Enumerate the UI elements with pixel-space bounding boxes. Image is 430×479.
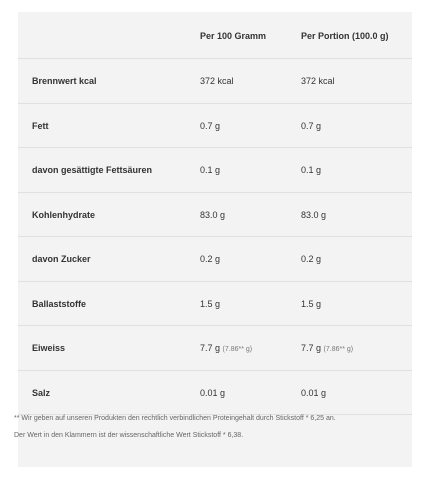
row-label: Fett bbox=[32, 121, 49, 131]
footnote-line-2: Der Wert in den Klammern ist der wissenschaftliche Wert Stickstoff * 6,38. bbox=[14, 432, 244, 439]
protein-note-per-portion: (7.86** g) bbox=[323, 346, 354, 353]
row-value-per-portion bbox=[301, 342, 353, 356]
row-value-per-portion: 0.01 g bbox=[301, 388, 327, 398]
footnote-line-1: ** Wir geben auf unseren Produkten den rechtlich verbindlichen Proteingehalt durch Stickstoff * 6,25 an. bbox=[14, 415, 336, 422]
row-value-per-100: 0.2 g bbox=[200, 254, 221, 264]
row-label: Ballaststoffe bbox=[32, 299, 87, 309]
protein-note-per-100: (7.86** g) bbox=[222, 346, 253, 353]
table-header-row bbox=[18, 12, 412, 59]
row-value-per-100: 83.0 g bbox=[200, 210, 226, 220]
row-label: davon gesättigte Fettsäuren bbox=[32, 165, 153, 175]
footnote bbox=[14, 413, 384, 441]
table-row bbox=[18, 326, 412, 371]
value-per-100: 7.7 g bbox=[200, 343, 221, 353]
table-row bbox=[18, 237, 412, 282]
row-value-per-portion: 0.7 g bbox=[301, 121, 322, 131]
row-label: Kohlenhydrate bbox=[32, 210, 96, 220]
table-row bbox=[18, 193, 412, 237]
row-value-per-portion: 0.2 g bbox=[301, 254, 322, 264]
row-value-per-100 bbox=[200, 342, 252, 356]
header-per-100: Per 100 Gramm bbox=[200, 31, 267, 41]
row-value-per-100: 0.7 g bbox=[200, 121, 221, 131]
table-row bbox=[18, 282, 412, 326]
row-value-per-portion: 0.1 g bbox=[301, 165, 322, 175]
table-row bbox=[18, 104, 412, 148]
row-label: Salz bbox=[32, 388, 51, 398]
row-value-per-100: 0.1 g bbox=[200, 165, 221, 175]
nutrition-table bbox=[18, 12, 412, 467]
row-value-per-portion: 372 kcal bbox=[301, 76, 335, 86]
value-per-portion: 7.7 g bbox=[301, 343, 322, 353]
row-label: Eiweiss bbox=[32, 343, 66, 353]
header-per-portion: Per Portion (100.0 g) bbox=[301, 31, 389, 41]
row-label: Brennwert kcal bbox=[32, 76, 97, 86]
table-row bbox=[18, 59, 412, 104]
row-value-per-portion: 1.5 g bbox=[301, 299, 322, 309]
row-label: davon Zucker bbox=[32, 254, 91, 264]
row-value-per-portion: 83.0 g bbox=[301, 210, 327, 220]
row-value-per-100: 0.01 g bbox=[200, 388, 226, 398]
row-value-per-100: 1.5 g bbox=[200, 299, 221, 309]
table-row bbox=[18, 371, 412, 415]
table-row bbox=[18, 148, 412, 193]
row-value-per-100: 372 kcal bbox=[200, 76, 234, 86]
